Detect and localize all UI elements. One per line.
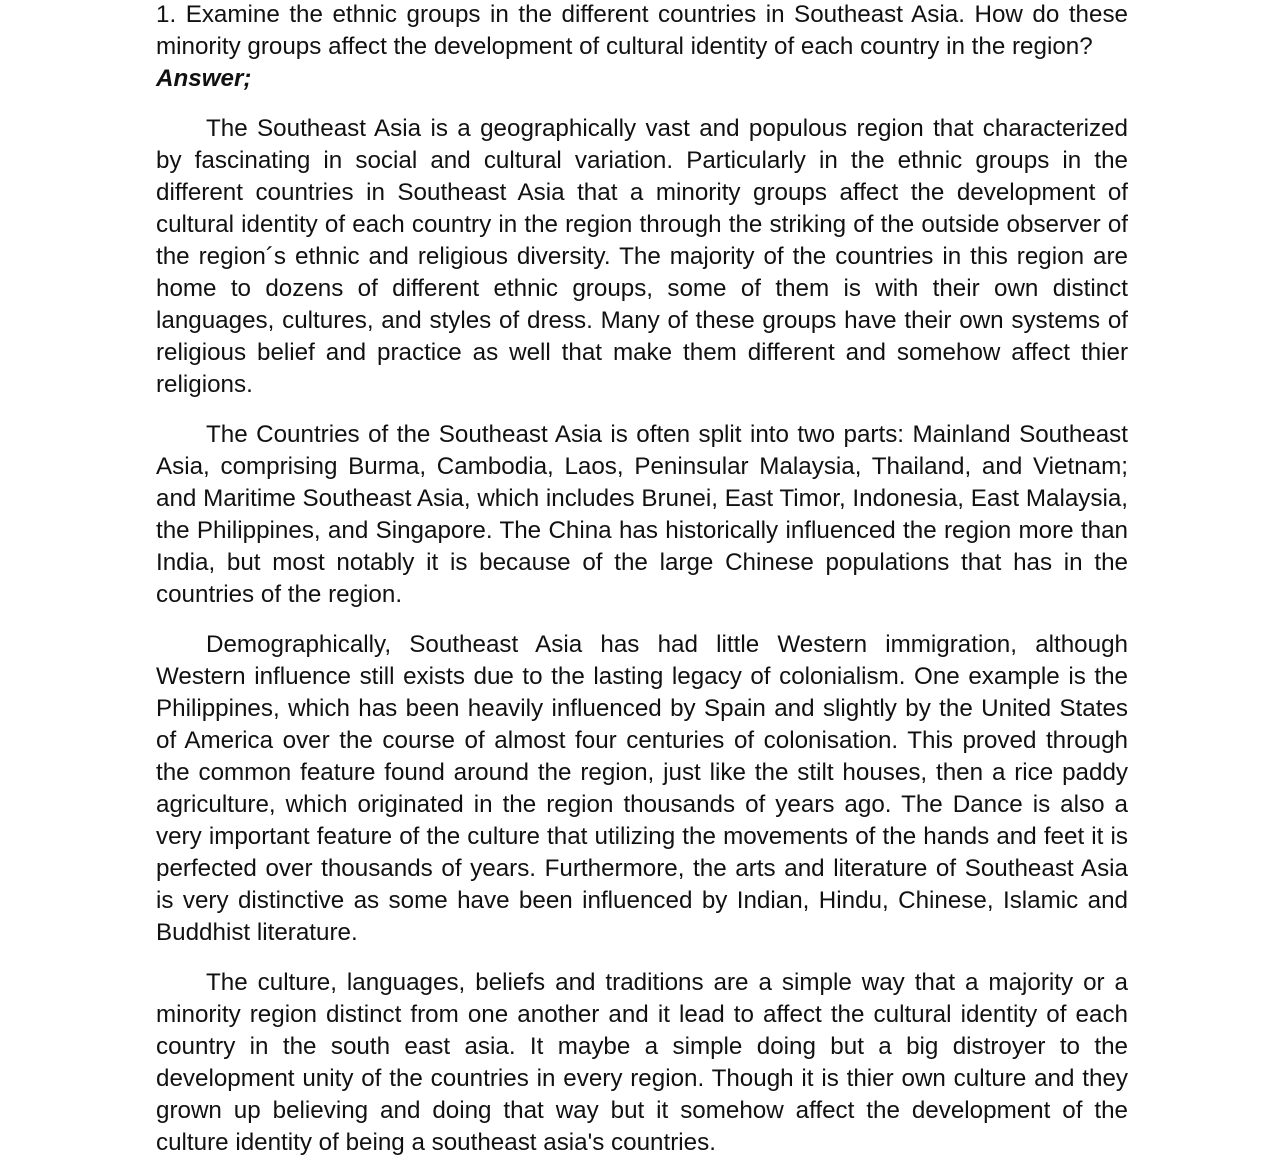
question-text: 1. Examine the ethnic groups in the different countries in Southeast Asia. How do these minority groups affect the development of cultural identity of each country in the region? xyxy=(156,1,1128,60)
answer-paragraph-3: Demographically, Southeast Asia has had little Western immigration, although Western influence still exists due to the lasting legacy of colonialism. One example is the Philippines, which has been heavily influenced by Spain and slightly by the United States of America over the course of almost four centuries of colonisation. This proved through the common feature found around the region, just like the stilt houses, then a rice paddy agriculture, which originated in the region thousands of years ago. The Dance is also a very important feature of the culture that utilizing the movements of the hands and feet it is perfected over thousands of years. Furthermore, the arts and literature of Southeast Asia is very distinctive as some have been influenced by Indian, Hindu, Chinese, Islamic and Buddhist literature. xyxy=(156,631,1128,946)
answer-paragraph-4: The culture, languages, beliefs and traditions are a simple way that a majority or a minority region distinct from one another and it lead to affect the cultural identity of each country in the south east asia. It maybe a simple doing but a big distroyer to the development unity of the countries in every region. Though it is thier own culture and they grown up believing and doing that way but it somehow affect the development of the culture identity of being a southeast asia's countries. xyxy=(156,969,1128,1156)
answer-label: Answer; xyxy=(156,65,252,92)
answer-paragraph-1: The Southeast Asia is a geographically vast and populous region that characterized by fascinating in social and cultural variation. Particularly in the ethnic groups in the different countries in Southeast Asia that a minority groups affect the development of cultural identity of each country in the region through the striking of the outside observer of the region´s ethnic and religious diversity. The majority of the countries in this region are home to dozens of different ethnic groups, some of them is with their own distinct languages, cultures, and styles of dress. Many of these groups have their own systems of religious belief and practice as well that make them different and somehow affect thier religions. xyxy=(156,115,1128,398)
answer-paragraph-2: The Countries of the Southeast Asia is often split into two parts: Mainland Southeast Asia, comprising Burma, Cambodia, Laos, Peninsular Malaysia, Thailand, and Vietnam; and Maritime Southeast Asia, which includes Brunei, East Timor, Indonesia, East Malaysia, the Philippines, and Singapore. The China has historically influenced the region more than India, but most notably it is because of the large Chinese populations that has in the countries of the region. xyxy=(156,421,1129,608)
document-page xyxy=(156,0,1128,1159)
